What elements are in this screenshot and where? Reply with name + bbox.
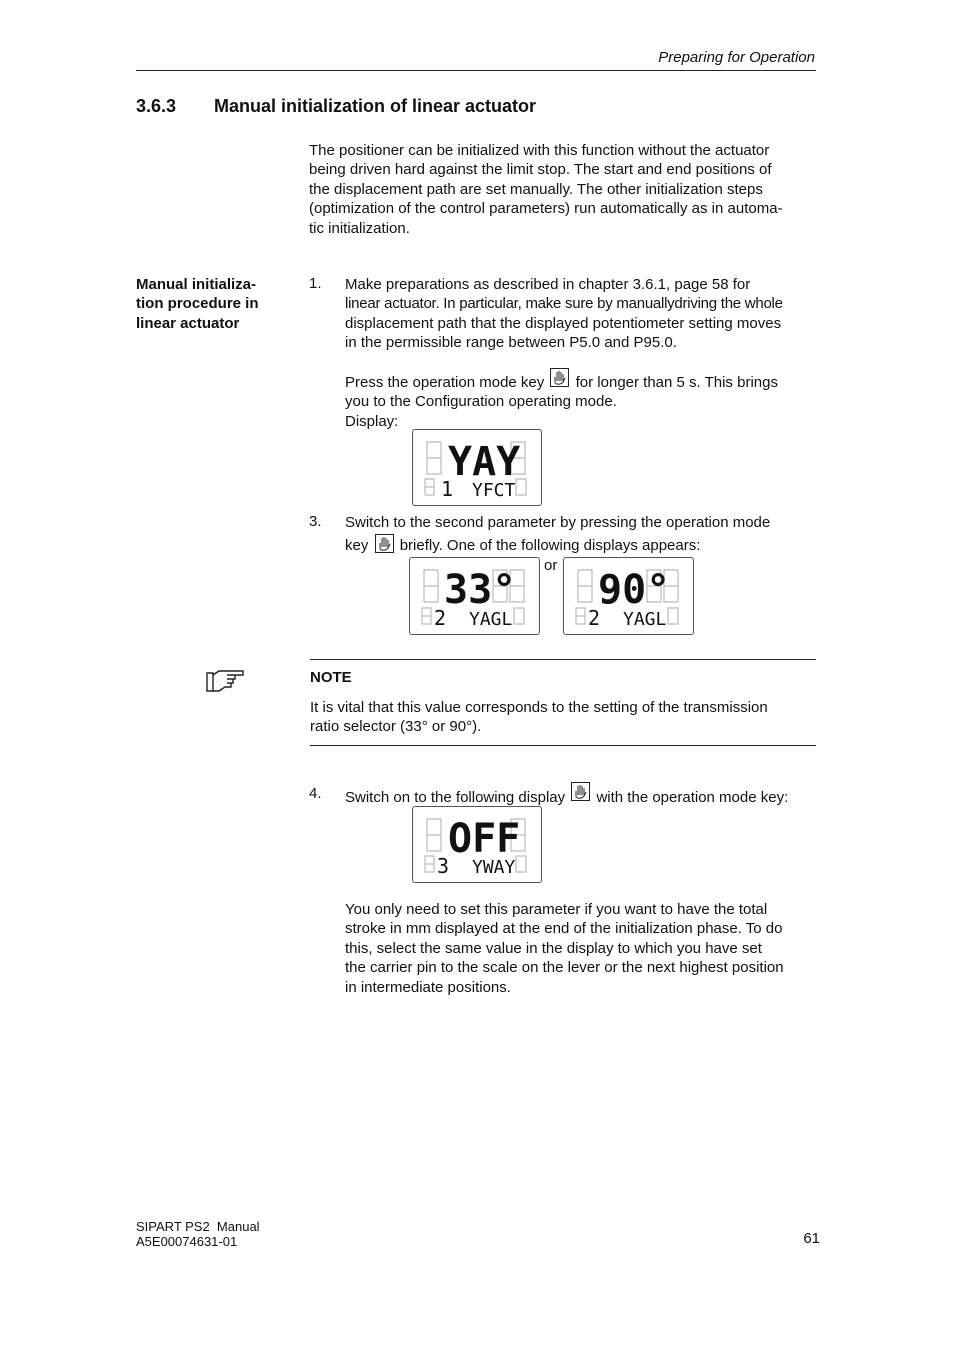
- lcd-index: 1: [441, 477, 454, 501]
- page-number: 61: [803, 1230, 820, 1247]
- hand-key-icon: [571, 782, 590, 801]
- followup-line: You only need to set this parameter if you want to have the total: [345, 901, 768, 918]
- key-after: briefly. One of the following displays appears:: [399, 537, 701, 555]
- side-label-line: Manual initializa-: [136, 276, 257, 293]
- step-3-text: [345, 513, 821, 556]
- followup-line: stroke in mm displayed at the end of the initialization phase. To do: [345, 920, 783, 938]
- lcd-param: YAGL: [469, 609, 513, 630]
- step-number: 1.: [309, 275, 322, 292]
- step-4-text: [345, 782, 825, 807]
- followup-line: this, select the same value in the display to which you have set: [345, 939, 762, 957]
- lcd-main-value: OFF: [448, 816, 521, 862]
- step4-before: Switch on to the following display: [345, 789, 566, 806]
- intro-line: The positioner can be initialized with this function without the actuator: [309, 142, 770, 159]
- hand-key-icon: [550, 368, 569, 387]
- lcd-param: YAGL: [623, 609, 667, 630]
- header-rule: [136, 70, 816, 71]
- hand-key-icon: [375, 534, 394, 553]
- side-label: [136, 275, 286, 333]
- note-text: [310, 698, 816, 737]
- step-1-text: [345, 275, 821, 353]
- lcd-param: YWAY: [472, 857, 516, 878]
- lcd-index: 2: [588, 606, 601, 630]
- lcd-display-33: [409, 557, 540, 635]
- followup-line: the carrier pin to the scale on the lever or the next highest position: [345, 959, 784, 977]
- press-line-2: you to the Configuration operating mode.: [345, 393, 617, 411]
- step-4-followup: [345, 900, 825, 997]
- footer-manual-info: [136, 1219, 260, 1249]
- pointing-hand-icon: [205, 667, 245, 698]
- running-header: Preparing for Operation: [658, 49, 815, 66]
- step-line: in the permissible range between P5.0 and P95.0.: [345, 334, 677, 352]
- step-number: 4.: [309, 785, 322, 802]
- lcd-main-value: YAY: [448, 439, 521, 485]
- step-line: [345, 534, 821, 555]
- lcd-display-off: [412, 806, 542, 883]
- intro-line: the displacement path are set manually. The other initialization steps: [309, 180, 763, 198]
- press-key-paragraph: [345, 368, 821, 431]
- side-label-line: tion procedure in: [136, 295, 259, 313]
- lcd-main-value: 90°: [598, 567, 671, 613]
- intro-line: tic initialization.: [309, 219, 410, 237]
- note-line: ratio selector (33° or 90°).: [310, 718, 482, 736]
- step4-after: with the operation mode key:: [596, 789, 789, 806]
- intro-line: (optimization of the control parameters) run automatically as in automa-: [309, 200, 783, 218]
- press-before: Press the operation mode key: [345, 374, 545, 391]
- note-title: NOTE: [310, 669, 352, 686]
- step-line: linear actuator. In particular, make sure by manuallydriving the whole: [345, 295, 783, 313]
- lcd-index: 2: [434, 606, 447, 630]
- note-line: It is vital that this value corresponds to the setting of the transmission: [310, 699, 768, 716]
- section-number: 3.6.3: [136, 96, 177, 116]
- or-label: or: [544, 557, 558, 574]
- lcd-display-yfct: [412, 429, 542, 506]
- key-word: key: [345, 537, 369, 555]
- section-title: Manual initialization of linear actuator: [214, 96, 537, 116]
- note-bottom-rule: [310, 745, 816, 746]
- step-line: displacement path that the displayed potentiometer setting moves: [345, 314, 782, 332]
- step-line: Switch to the second parameter by pressing the operation mode: [345, 514, 771, 531]
- followup-line: in intermediate positions.: [345, 978, 511, 996]
- lcd-param: YFCT: [472, 480, 516, 501]
- lcd-main-value: 33°: [444, 567, 517, 613]
- intro-line: being driven hard against the limit stop. The start and end positions of: [309, 161, 772, 179]
- lcd-index: 3: [437, 854, 450, 878]
- footer-doc-number: A5E00074631-01: [136, 1234, 238, 1249]
- press-after: for longer than 5 s. This brings: [575, 374, 778, 391]
- display-label: Display:: [345, 412, 399, 430]
- lcd-display-90: [563, 557, 694, 635]
- press-line: [345, 368, 821, 392]
- side-label-line: linear actuator: [136, 314, 240, 332]
- step-line: Make preparations as described in chapter 3.6.1, page 58 for: [345, 276, 751, 293]
- intro-paragraph: [309, 141, 821, 238]
- note-top-rule: [310, 659, 816, 660]
- step-number: 3.: [309, 513, 322, 530]
- footer-manual-name: SIPART PS2 Manual: [136, 1219, 260, 1234]
